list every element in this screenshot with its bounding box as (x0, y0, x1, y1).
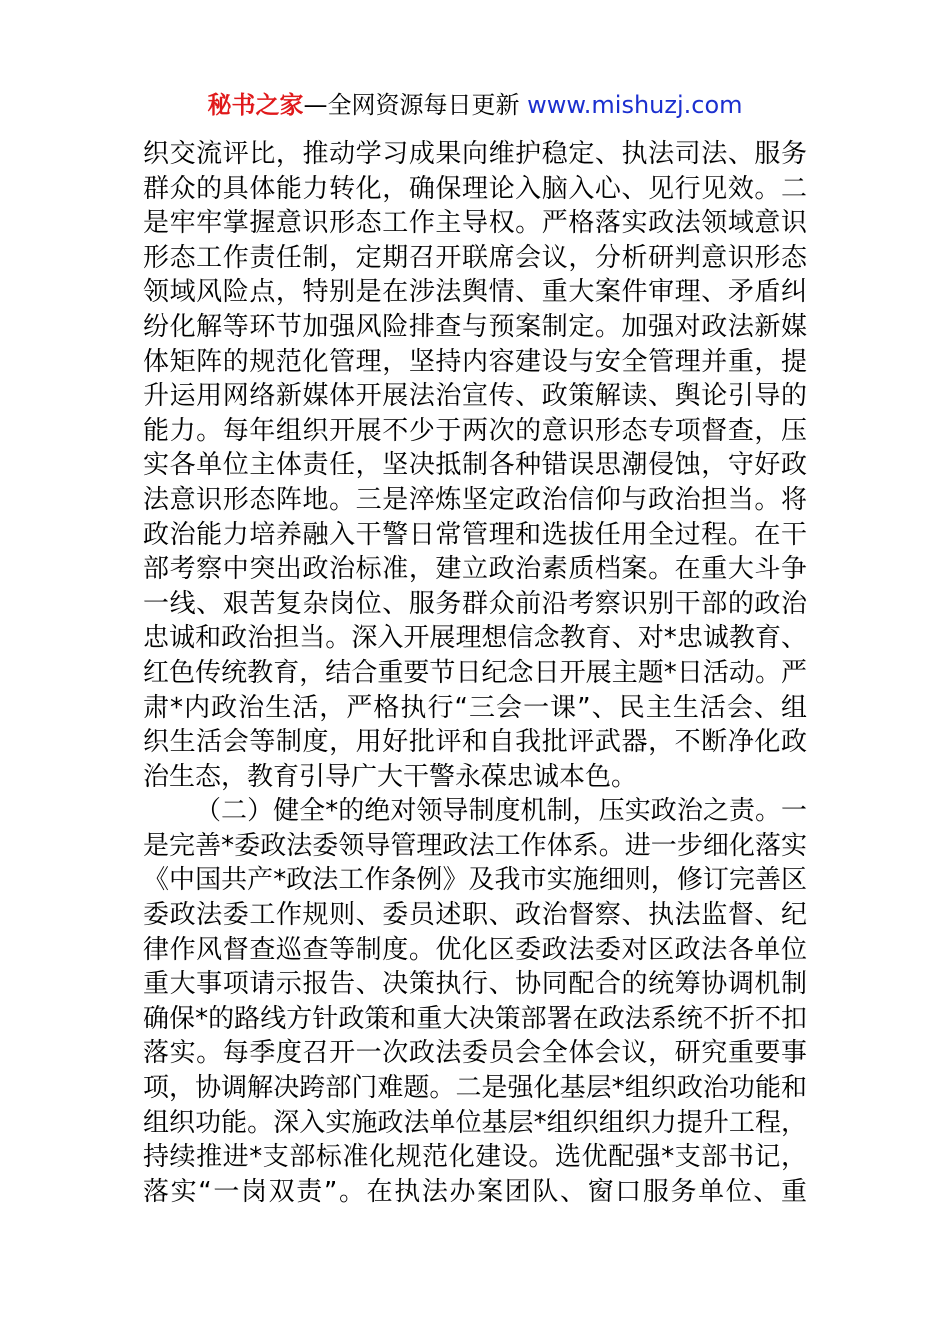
text-line: 项，协调解决跨部门难题。二是强化基层*组织政治功能和 (143, 1073, 807, 1104)
text-line: 一线、艰苦复杂岗位、服务群众前沿考察识别干部的政治 (143, 588, 807, 619)
text-line: 政治能力培养融入干警日常管理和选拔任用全过程。在干 (143, 519, 807, 550)
site-url: www.mishuzj.com (527, 91, 743, 119)
paragraph-end-line: 治生态，教育引导广大干警永葆忠诚本色。 (143, 761, 638, 792)
text-line: 是牢牢掌握意识形态工作主导权。严格落实政法领域意识 (143, 208, 807, 239)
text-line: 委政法委工作规则、委员述职、政治督察、执法监督、纪 (143, 900, 807, 931)
text-line: 升运用网络新媒体开展法治宣传、政策解读、舆论引导的 (143, 381, 807, 412)
text-line: 实各单位主体责任，坚决抵制各种错误思潮侵蚀，守好政 (143, 450, 807, 481)
text-line: 忠诚和政治担当。深入开展理想信念教育、对*忠诚教育、 (143, 623, 807, 654)
text-line: 重大事项请示报告、决策执行、协同配合的统筹协调机制 (143, 969, 807, 1000)
text-line: 群众的具体能力转化，确保理论入脑入心、见行见效。二 (143, 173, 807, 204)
text-line: 是完善*委政法委领导管理政法工作体系。进一步细化落实 (143, 830, 807, 861)
text-line: 法意识形态阵地。三是淬炼坚定政治信仰与政治担当。将 (143, 484, 807, 515)
text-line: 《中国共产*政法工作条例》及我市实施细则，修订完善区 (143, 865, 807, 896)
text-line: 织生活会等制度，用好批评和自我批评武器，不断净化政 (143, 727, 807, 758)
site-tagline: —全网资源每日更新 (303, 91, 528, 119)
site-brand: 秘书之家 (207, 91, 304, 119)
site-header (0, 89, 950, 121)
text-line: 持续推进*支部标准化规范化建设。选优配强*支部书记， (143, 1142, 807, 1173)
section-heading-line: （二）健全*的绝对领导制度机制，压实政治之责。一 (195, 796, 807, 827)
text-line: 领域风险点，特别是在涉法舆情、重大案件审理、矛盾纠 (143, 277, 807, 308)
text-line: 律作风督查巡查等制度。优化区委政法委对区政法各单位 (143, 934, 807, 965)
text-line: 确保*的路线方针政策和重大决策部署在政法系统不折不扣 (143, 1003, 807, 1034)
text-line: 体矩阵的规范化管理，坚持内容建设与安全管理并重，提 (143, 346, 807, 377)
document-body (143, 137, 807, 1209)
text-line: 织交流评比，推动学习成果向维护稳定、执法司法、服务 (143, 139, 807, 169)
text-line: 落实。每季度召开一次政法委员会全体会议，研究重要事 (143, 1038, 807, 1069)
text-line: 肃*内政治生活，严格执行“三会一课”、民主生活会、组 (143, 692, 807, 723)
text-line: 部考察中突出政治标准，建立政治素质档案。在重大斗争 (143, 554, 807, 585)
text-line: 能力。每年组织开展不少于两次的意识形态专项督查，压 (143, 415, 807, 446)
text-line: 红色传统教育，结合重要节日纪念日开展主题*日活动。严 (143, 657, 807, 688)
text-line: 形态工作责任制，定期召开联席会议，分析研判意识形态 (143, 242, 807, 273)
text-line: 组织功能。深入实施政法单位基层*组织组织力提升工程， (143, 1107, 807, 1138)
text-line: 落实“一岗双责”。在执法办案团队、窗口服务单位、重 (143, 1176, 807, 1207)
text-line: 纷化解等环节加强风险排查与预案制定。加强对政法新媒 (143, 311, 807, 342)
